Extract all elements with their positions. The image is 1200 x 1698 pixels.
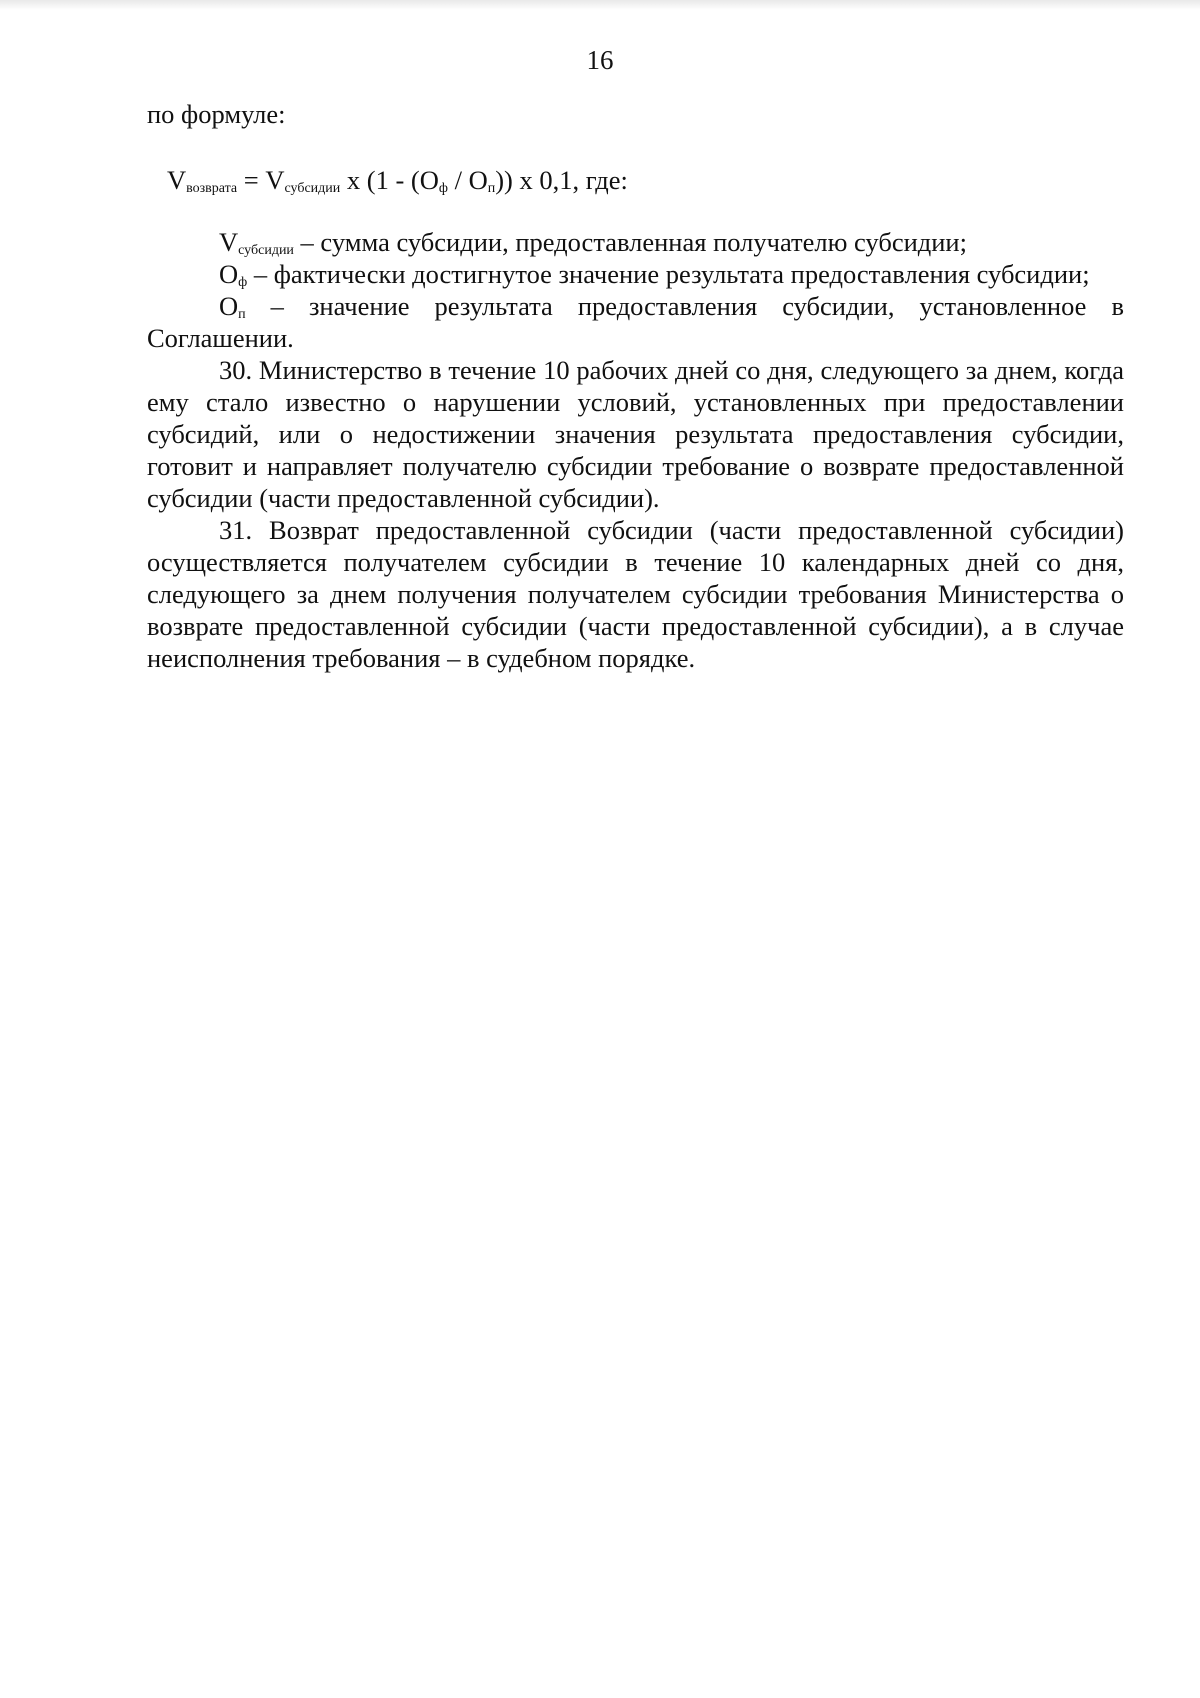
formula-slash: / O [447,165,488,195]
def-actual-text: – фактически достигнутое значение результата предоставления субсидии; [247,259,1090,289]
formula-v-subsidy: V [265,165,285,195]
formula-tail: )) x 0,1, где: [495,165,628,195]
formula-sub-return: возврата [186,181,238,196]
formula-sub-f: ф [438,181,448,196]
def-subsidy-symbol: V [219,227,239,257]
formula-sub-subsidy: субсидии [284,181,341,196]
document-body [147,98,1124,674]
page-number: 16 [586,45,614,75]
definition-subsidy [147,226,1124,258]
paragraph-30: 30. Министерство в течение 10 рабочих дней со дня, следующего за днем, когда ему стало известно о нарушении условий, установленных при предоставлении субсидий, или о недостижении значения результата предоставления субсидии, готовит и направляет получателю субсидии требование о возврате предоставленной субсидии (части предоставленной субсидии). [147,355,1124,513]
def-planned-symbol: O [219,291,239,321]
formula-sub-p: п [487,181,496,196]
formula-eq: = [237,165,266,195]
def-subsidy-text: – сумма субсидии, предоставленная получателю субсидии; [293,227,967,257]
def-planned-text: – значение результата предоставления субсидии, установленное в Соглашении. [147,291,1124,353]
formula-v-return: V [167,165,187,195]
paragraph-31: 31. Возврат предоставленной субсидии (части предоставленной субсидии) осуществляется получателем субсидии в течение 10 календарных дней со дня, следующего за днем получения получателем субсидии требования Министерства о возврате предоставленной субсидии (части предоставленной субсидии), а в случае неисполнения требования – в судебном порядке. [147,515,1124,673]
formula [147,164,1124,196]
formula-mult-open: x (1 - (O [340,165,439,195]
definition-actual [147,258,1124,290]
def-actual-symbol: O [219,259,239,289]
intro-line: по формуле: [147,99,286,129]
scan-edge [0,0,1200,10]
def-actual-sub: ф [238,275,248,290]
def-subsidy-sub: субсидии [238,243,294,258]
definition-planned [147,290,1124,354]
def-planned-sub: п [238,307,246,322]
